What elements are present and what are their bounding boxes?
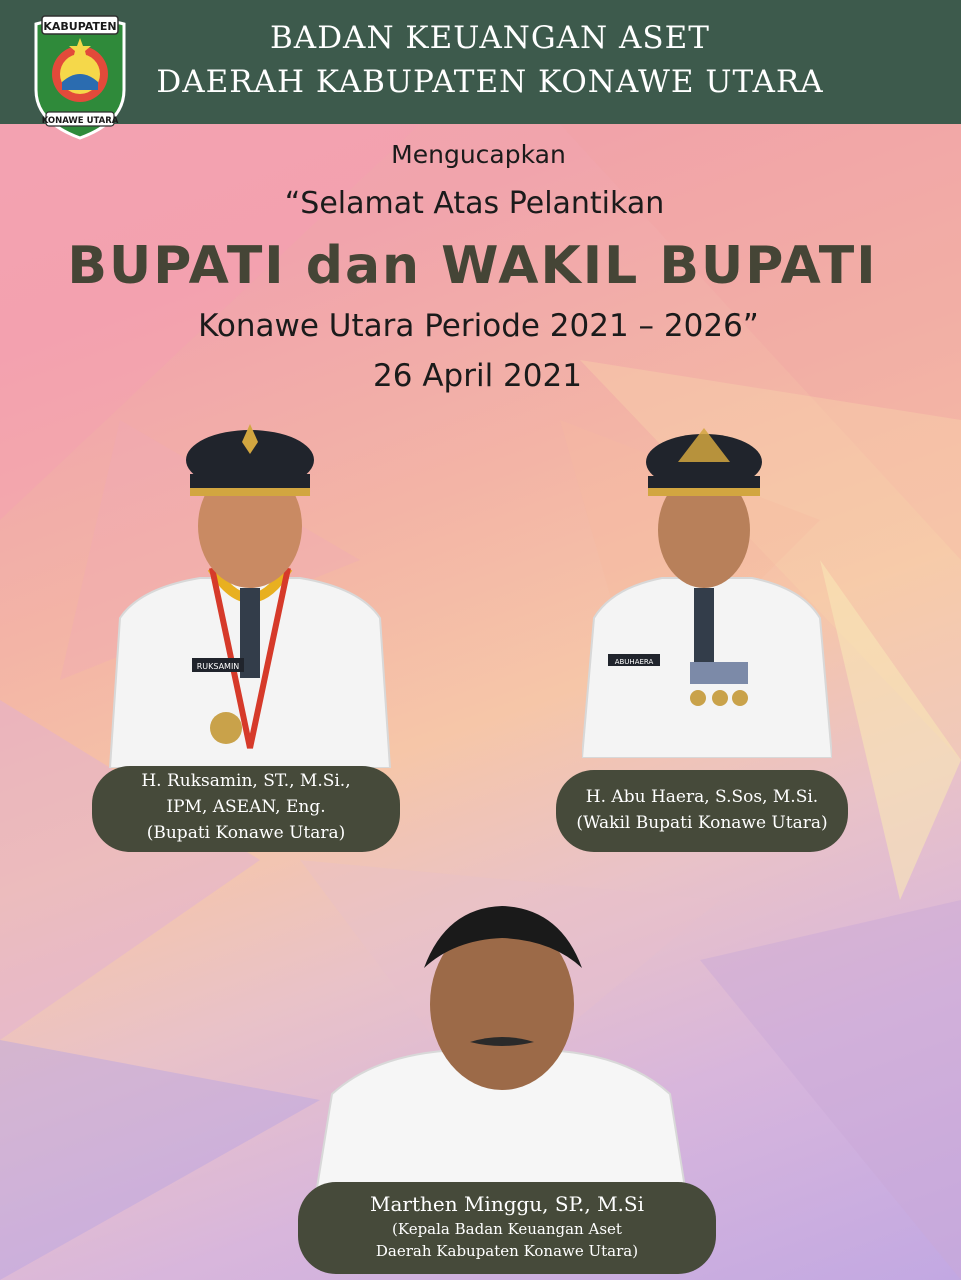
bupati-photo bbox=[100, 418, 400, 768]
kepala-badan-photo bbox=[316, 904, 686, 1194]
wakil-bupati-role: (Wakil Bupati Konawe Utara) bbox=[576, 813, 828, 833]
greeting-date: 26 April 2021 bbox=[373, 358, 582, 394]
greeting-headline: BUPATI dan WAKIL BUPATI bbox=[67, 236, 878, 296]
wakil-bupati-name: H. Abu Haera, S.Sos, M.Si. bbox=[585, 787, 819, 807]
kepala-badan-role-line2: Daerah Kabupaten Konawe Utara) bbox=[375, 1242, 639, 1260]
header-bar bbox=[0, 0, 961, 124]
kepala-badan-role-line1: (Kepala Badan Keuangan Aset bbox=[392, 1220, 622, 1238]
greeting-line2: Konawe Utara Periode 2021 – 2026” bbox=[198, 308, 759, 344]
bupati-role: (Bupati Konawe Utara) bbox=[146, 823, 346, 843]
header-title-line2: DAERAH KABUPATEN KONAWE UTARA bbox=[156, 64, 824, 100]
header-title-line1: BADAN KEUANGAN ASET bbox=[270, 20, 710, 56]
svg-text:KABUPATEN: KABUPATEN bbox=[43, 20, 117, 33]
bupati-name-line1: H. Ruksamin, ST., M.Si., bbox=[141, 771, 351, 791]
svg-text:ABUHAERA: ABUHAERA bbox=[614, 658, 654, 666]
wakil-bupati-photo bbox=[582, 418, 832, 758]
kepala-badan-name: Marthen Minggu, SP., M.Si bbox=[369, 1192, 645, 1216]
greeting-line1: “Selamat Atas Pelantikan bbox=[284, 186, 665, 221]
greeting-intro: Mengucapkan bbox=[391, 140, 566, 169]
bupati-caption bbox=[92, 766, 400, 852]
svg-text:KONAWE UTARA: KONAWE UTARA bbox=[41, 116, 119, 126]
bupati-name-line2: IPM, ASEAN, Eng. bbox=[166, 797, 326, 817]
wakil-bupati-caption bbox=[556, 770, 848, 852]
kepala-badan-caption bbox=[298, 1182, 716, 1274]
svg-text:RUKSAMIN: RUKSAMIN bbox=[196, 662, 240, 671]
